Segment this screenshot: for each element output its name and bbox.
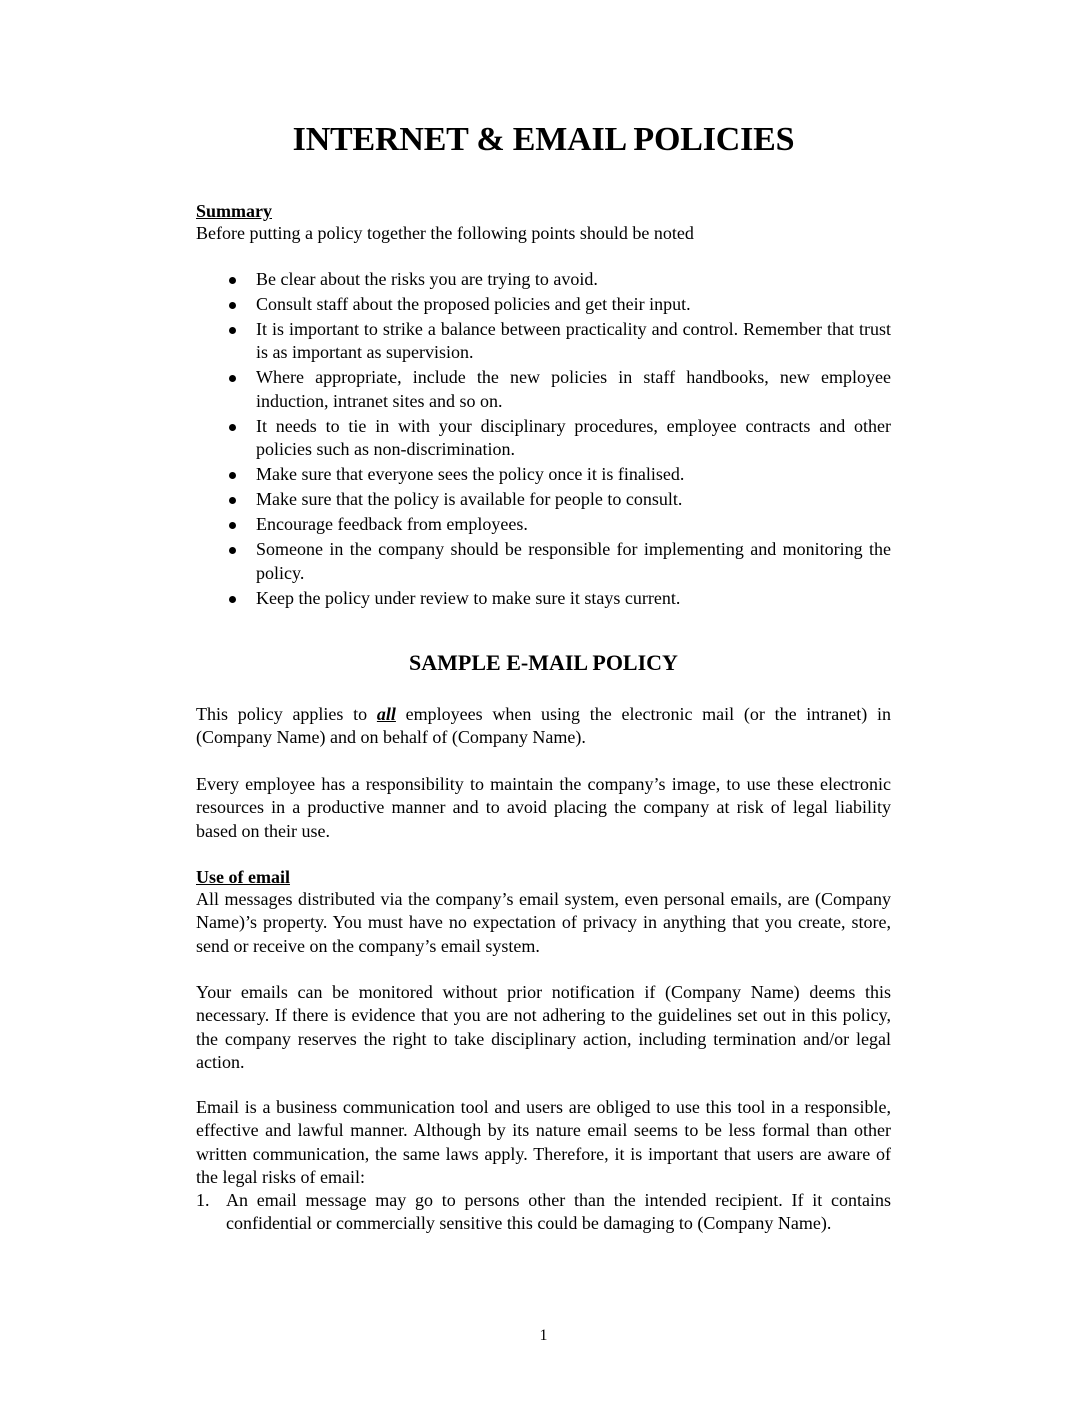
- legal-risks-list: [196, 1189, 891, 1236]
- bullet-icon: [229, 472, 236, 479]
- section-title: SAMPLE E-MAIL POLICY: [409, 650, 678, 675]
- list-item-text: Make sure that everyone sees the policy once it is finalised.: [256, 464, 685, 485]
- list-item-text: It is important to strike a balance between practicality and control. Remember that trust is as important as supervision.: [256, 319, 891, 363]
- applies-paragraph: [196, 703, 891, 750]
- list-item: [196, 293, 891, 316]
- list-item: [196, 587, 891, 610]
- list-item: [196, 268, 891, 291]
- list-item-text: Where appropriate, include the new policies in staff handbooks, new employee induction, intranet sites and so on.: [256, 367, 891, 411]
- responsibility-paragraph: Every employee has a responsibility to maintain the company’s image, to use these electronic resources in a productive manner and to avoid placing the company at risk of legal liability based on their use.: [196, 774, 891, 841]
- bullet-icon: [229, 547, 236, 554]
- bullet-icon: [229, 596, 236, 603]
- list-item: [196, 538, 891, 585]
- list-item: [196, 415, 891, 462]
- applies-text-before: This policy applies to: [196, 704, 377, 724]
- page-number: 1: [539, 1327, 548, 1344]
- bullet-icon: [229, 424, 236, 431]
- monitoring-paragraph: Your emails can be monitored without prior notification if (Company Name) deems this necessary. If there is evidence that you are not adhering to the guidelines set out in this policy, the company reserves the right to take disciplinary action, including termination and/or legal action.: [196, 982, 891, 1073]
- bullet-icon: [229, 497, 236, 504]
- summary-heading: Summary: [196, 201, 272, 221]
- bullet-icon: [229, 327, 236, 334]
- bullet-icon: [229, 375, 236, 382]
- list-item: [196, 1189, 891, 1236]
- summary-intro: Before putting a policy together the following points should be noted: [196, 223, 694, 243]
- list-item-text: Keep the policy under review to make sure it stays current.: [256, 587, 681, 608]
- list-item-text: It needs to tie in with your disciplinary procedures, employee contracts and other policies such as non-discrimination.: [256, 415, 891, 460]
- applies-text-after: employees when using the electronic mail (or the intranet) in (Company Name) and on behalf of (Company Name).: [196, 704, 892, 748]
- list-item-text: Make sure that the policy is available for people to consult.: [256, 489, 683, 510]
- applies-emphasis: all: [376, 704, 396, 724]
- business-tool-paragraph: Email is a business communication tool and users are obliged to use this tool in a responsible, effective and lawful manner. Although by its nature email seems to be less formal than other written communication, the same laws apply. Therefore, it is important that users are aware of the legal risks of email:: [196, 1097, 891, 1188]
- use-of-email-heading: Use of email: [196, 867, 290, 887]
- summary-bullet-list: [196, 268, 891, 612]
- list-item-number: 1.: [196, 1190, 210, 1210]
- list-item-text: An email message may go to persons other than the intended recipient. If it contains confidential or commercially sensitive this could be damaging to (Company Name).: [226, 1190, 891, 1234]
- bullet-icon: [229, 302, 236, 309]
- list-item: [196, 463, 891, 486]
- list-item-text: Consult staff about the proposed policies and get their input.: [256, 294, 691, 314]
- list-item: [196, 488, 891, 511]
- list-item-text: Someone in the company should be responsible for implementing and monitoring the policy.: [256, 539, 891, 583]
- document-page: [196, 0, 891, 1408]
- list-item: [196, 366, 891, 413]
- list-item: [196, 318, 891, 365]
- list-item-text: Encourage feedback from employees.: [256, 514, 528, 535]
- list-item-text: Be clear about the risks you are trying to avoid.: [256, 269, 598, 289]
- bullet-icon: [229, 277, 236, 284]
- document-title: INTERNET & EMAIL POLICIES: [292, 121, 795, 158]
- list-item: [196, 513, 891, 536]
- property-paragraph: All messages distributed via the company’s email system, even personal emails, are (Company Name)’s property. You must have no expectation of privacy in anything that you create, store, send or receive on the company’s email system.: [196, 889, 891, 956]
- bullet-icon: [229, 522, 236, 529]
